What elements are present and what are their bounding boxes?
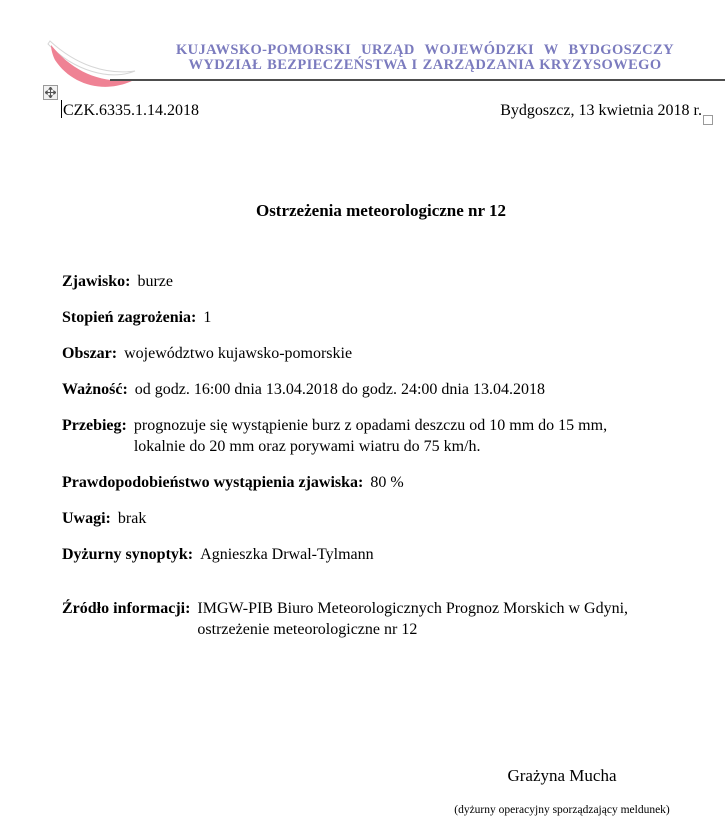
org-name-line2: WYDZIAŁ BEZPIECZEŃSTWA I ZARZĄDZANIA KRYZYSOWEGO — [188, 57, 662, 73]
field-row — [62, 343, 702, 364]
field-value: IMGW-PIB Biuro Meteorologicznych Prognoz Morskich w Gdyni, ostrzeżenie meteorologiczne nr 12 — [197, 600, 629, 638]
signatory-caption: (dyżurny operacyjny sporządzający meldunek) — [454, 804, 670, 816]
field-label: Uwagi: — [62, 510, 111, 527]
field-row — [62, 379, 702, 400]
field-value: 1 — [203, 309, 212, 326]
field-label: Przebieg: — [62, 417, 127, 434]
document-title: Ostrzeżenia meteorologiczne nr 12 — [255, 201, 507, 220]
field-row — [62, 508, 702, 529]
field-row — [62, 307, 702, 328]
reference-row — [63, 101, 702, 120]
field-row — [62, 598, 702, 640]
field-label: Obszar: — [62, 345, 118, 362]
field-label: Źródło informacji: — [62, 600, 191, 617]
field-label: Prawdopodobieństwo wystąpienia zjawiska: — [62, 474, 364, 491]
signatory-name: Grażyna Mucha — [507, 766, 617, 785]
field-row — [62, 271, 702, 292]
field-label: Stopień zagrożenia: — [62, 309, 197, 326]
field-row — [62, 415, 702, 457]
field-label: Dyżurny synoptyk: — [62, 546, 194, 563]
field-label: Zjawisko: — [62, 273, 131, 290]
field-row — [62, 544, 702, 565]
text-cursor — [61, 100, 62, 118]
voivodeship-flag-logo-icon — [44, 38, 138, 96]
field-row — [62, 472, 702, 493]
org-name-line1: KUJAWSKO-POMORSKI URZĄD WOJEWÓDZKI W BYDGOSZCZY — [175, 42, 674, 58]
field-value: Agnieszka Drwal-Tylmann — [200, 546, 374, 563]
field-value: województwo kujawsko-pomorskie — [124, 345, 353, 362]
letterhead — [130, 43, 720, 73]
object-anchor-move-icon[interactable] — [43, 85, 58, 100]
field-value: burze — [137, 273, 173, 290]
fields-list — [62, 271, 702, 655]
empty-square-formatting-mark — [703, 115, 713, 125]
field-value: prognozuje się wystąpienie burz z opadami deszczu od 10 mm do 15 mm, lokalnie do 20 mm oraz porywami wiatru do 75 km/h. — [133, 417, 608, 455]
signature-block — [396, 765, 728, 817]
field-label: Ważność: — [62, 381, 128, 398]
place-and-date: Bydgoszcz, 13 kwietnia 2018 r. — [500, 102, 702, 119]
field-value: od godz. 16:00 dnia 13.04.2018 do godz. 24:00 dnia 13.04.2018 — [134, 381, 545, 398]
field-value: brak — [117, 510, 147, 527]
letterhead-divider — [110, 79, 725, 81]
field-value: 80 % — [370, 474, 404, 491]
reference-number: CZK.6335.1.14.2018 — [63, 102, 199, 119]
